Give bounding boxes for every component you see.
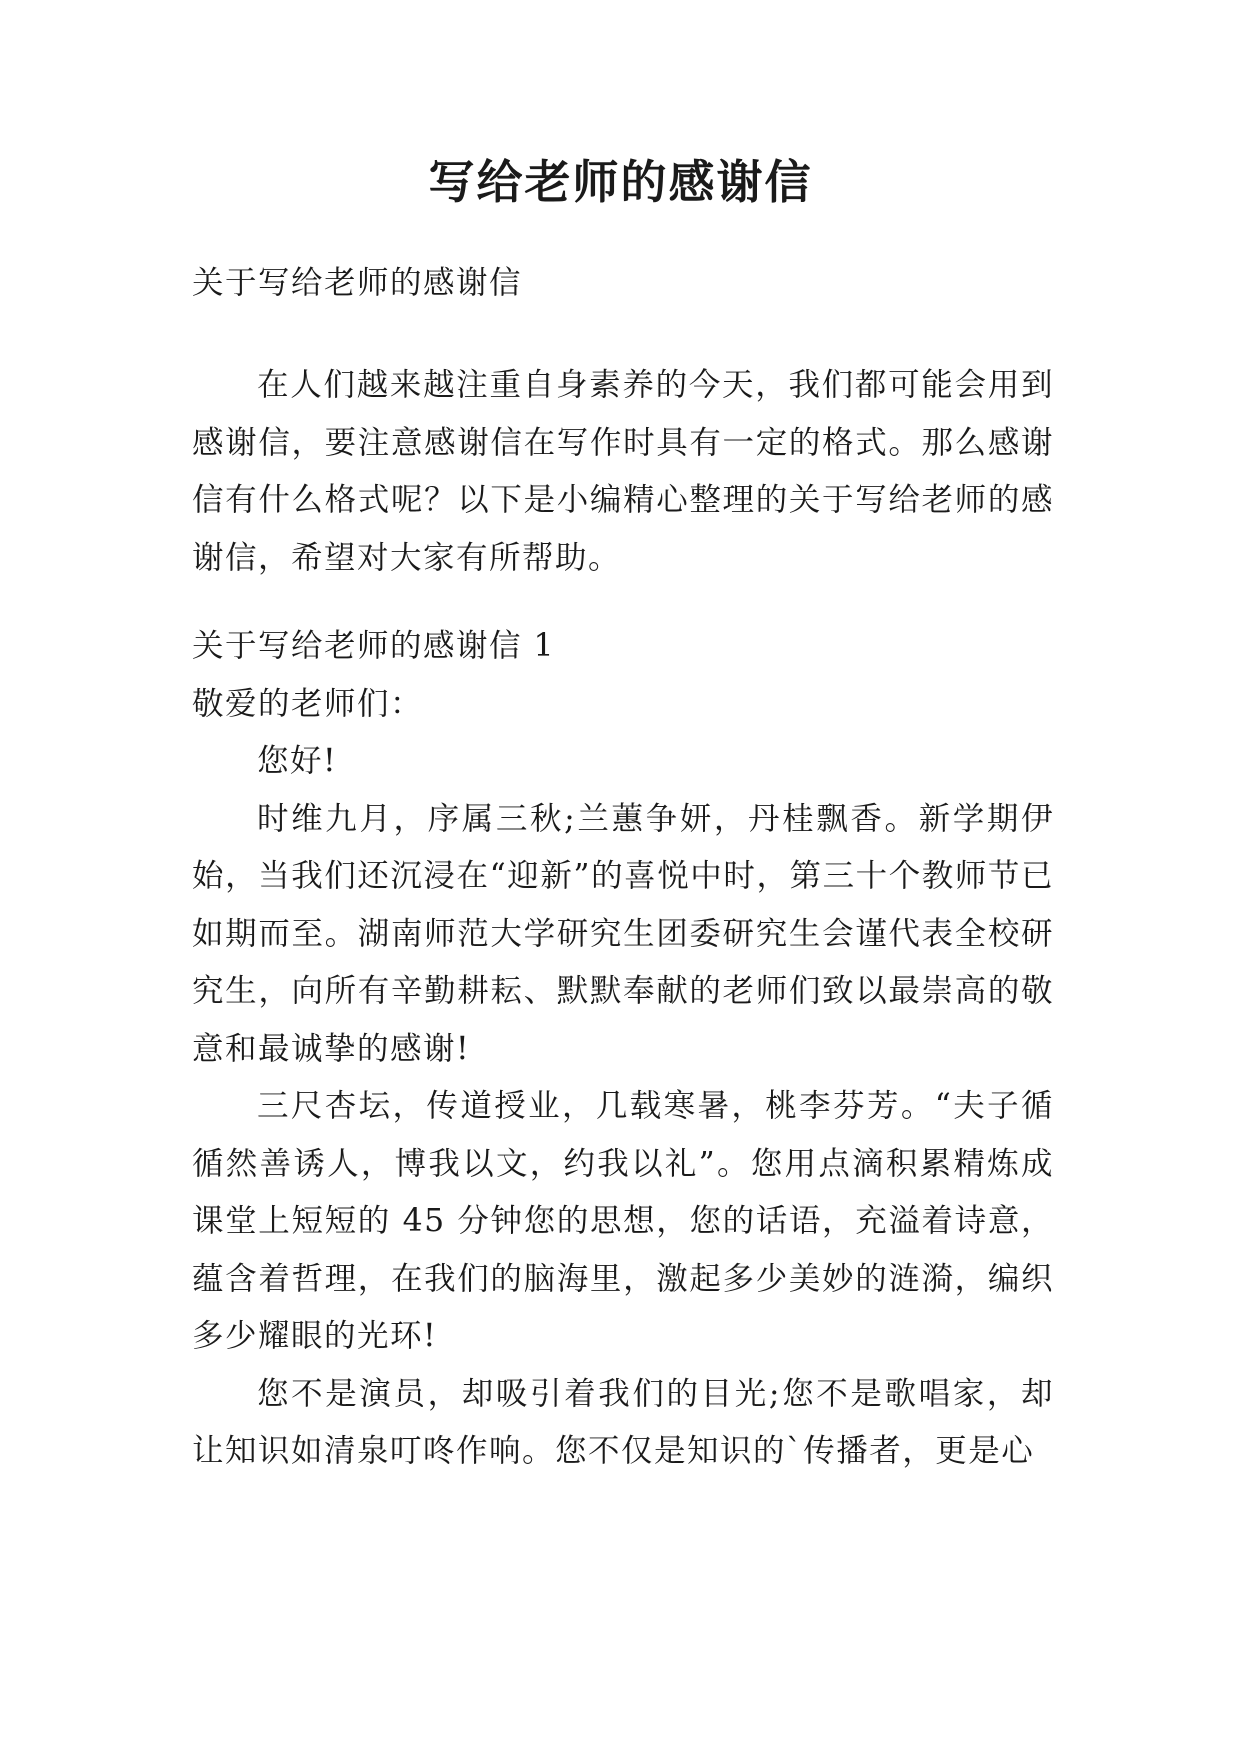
document-subtitle-block <box>192 255 1054 313</box>
section-heading: 关于写给老师的感谢信 1 <box>192 628 556 664</box>
body-paragraph: 您不是演员，却吸引着我们的目光;您不是歌唱家，却让知识如清泉叮咚作响。您不仅是知识的`传播者，更是心 <box>192 1375 1054 1469</box>
greeting: 您好! <box>257 743 338 779</box>
body-paragraph: 时维九月，序属三秋;兰蕙争妍，丹桂飘香。新学期伊始，当我们还沉浸在“迎新”的喜悦中时，第三十个教师节已如期而至。湖南师范大学研究生团委研究生会谨代表全校研究生，向所有辛勤耕耘、默默奉献的老师们致以最崇高的敬意和最诚挚的感谢! <box>192 800 1054 1067</box>
letter-block <box>192 618 1054 1481</box>
document-subtitle: 关于写给老师的感谢信 <box>192 265 523 301</box>
intro-block <box>192 357 1054 587</box>
document-title: 写给老师的感谢信 <box>428 155 813 209</box>
salutation: 敬爱的老师们： <box>192 685 424 722</box>
body-paragraph: 三尺杏坛，传道授业，几载寒暑，桃李芬芳。“夫子循循然善诱人，博我以文，约我以礼”。您用点滴积累精炼成课堂上短短的 45 分钟您的思想，您的话语，充溢着诗意，蕴含着哲理，在我们的脑海里，激起多少美妙的涟漪，编织多少耀眼的光环! <box>192 1088 1054 1354</box>
intro-paragraph: 在人们越来越注重自身素养的今天，我们都可能会用到感谢信，要注意感谢信在写作时具有一定的格式。那么感谢信有什么格式呢？以下是小编精心整理的关于写给老师的感谢信，希望对大家有所帮助。 <box>192 367 1054 576</box>
